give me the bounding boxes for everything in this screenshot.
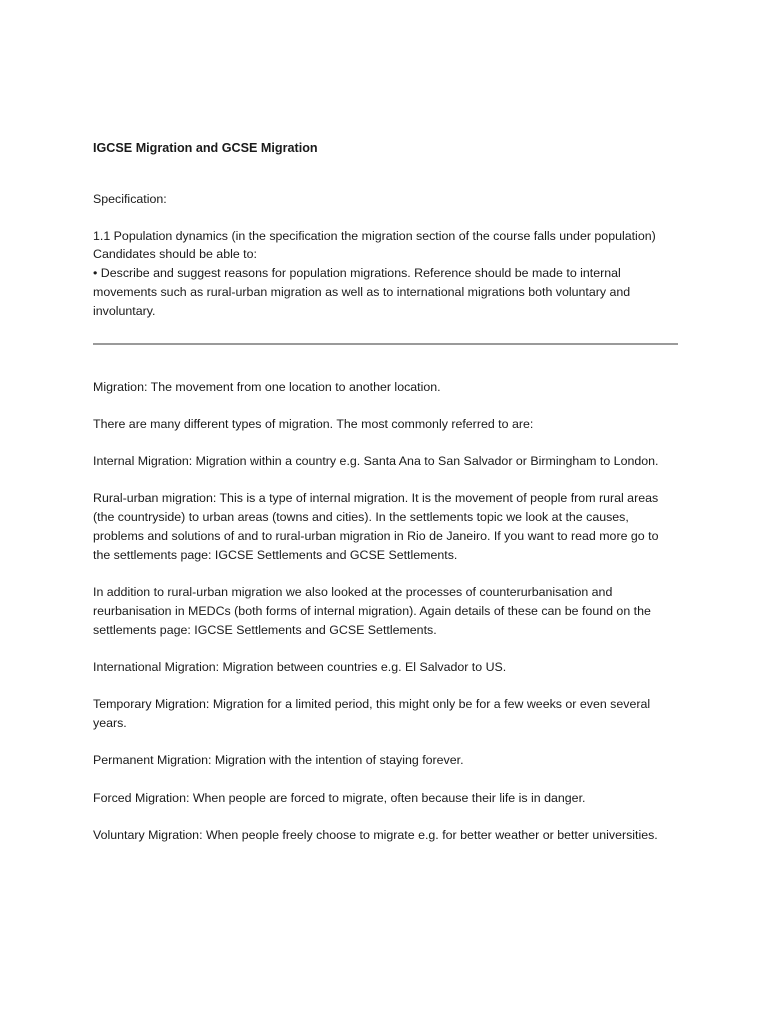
definitions-section <box>93 378 678 845</box>
paragraph: Temporary Migration: Migration for a limited period, this might only be for a few weeks or even several years. <box>93 697 651 731</box>
paragraph: Migration: The movement from one location to another location. <box>93 379 441 394</box>
document-page <box>93 139 678 863</box>
specification-label: Specification: <box>93 191 167 206</box>
horizontal-divider <box>93 343 678 345</box>
specification-block <box>93 227 678 321</box>
spec-line: 1.1 Population dynamics (in the specification the migration section of the course falls under population) <box>93 228 656 243</box>
paragraph: Forced Migration: When people are forced to migrate, often because their life is in danger. <box>93 790 586 805</box>
paragraph: In addition to rural-urban migration we also looked at the processes of counterurbanisation and reurbanisation in MEDCs (both forms of internal migration). Again details of these can be found on the settlements page: IGCSE Settlements and GCSE Settlements. <box>93 585 651 637</box>
document-title: IGCSE Migration and GCSE Migration <box>93 141 318 155</box>
paragraph: International Migration: Migration between countries e.g. El Salvador to US. <box>93 660 507 675</box>
spec-line: Candidates should be able to: <box>93 247 257 262</box>
spec-bullet: • Describe and suggest reasons for population migrations. Reference should be made to internal movements such as rural-urban migration as well as to international migrations both voluntary and involuntary. <box>93 266 631 318</box>
paragraph: Permanent Migration: Migration with the intention of staying forever. <box>93 753 464 768</box>
paragraph: There are many different types of migration. The most commonly referred to are: <box>93 416 534 431</box>
paragraph: Rural-urban migration: This is a type of internal migration. It is the movement of people from rural areas (the countryside) to urban areas (towns and cities). In the settlements topic we look at the causes, problems and solutions of and to rural-urban migration in Rio de Janeiro. If you want to read more go to the settlements page: IGCSE Settlements and GCSE Settlements. <box>93 491 659 562</box>
paragraph: Internal Migration: Migration within a country e.g. Santa Ana to San Salvador or Birmingham to London. <box>93 454 659 469</box>
paragraph: Voluntary Migration: When people freely choose to migrate e.g. for better weather or better universities. <box>93 828 658 843</box>
